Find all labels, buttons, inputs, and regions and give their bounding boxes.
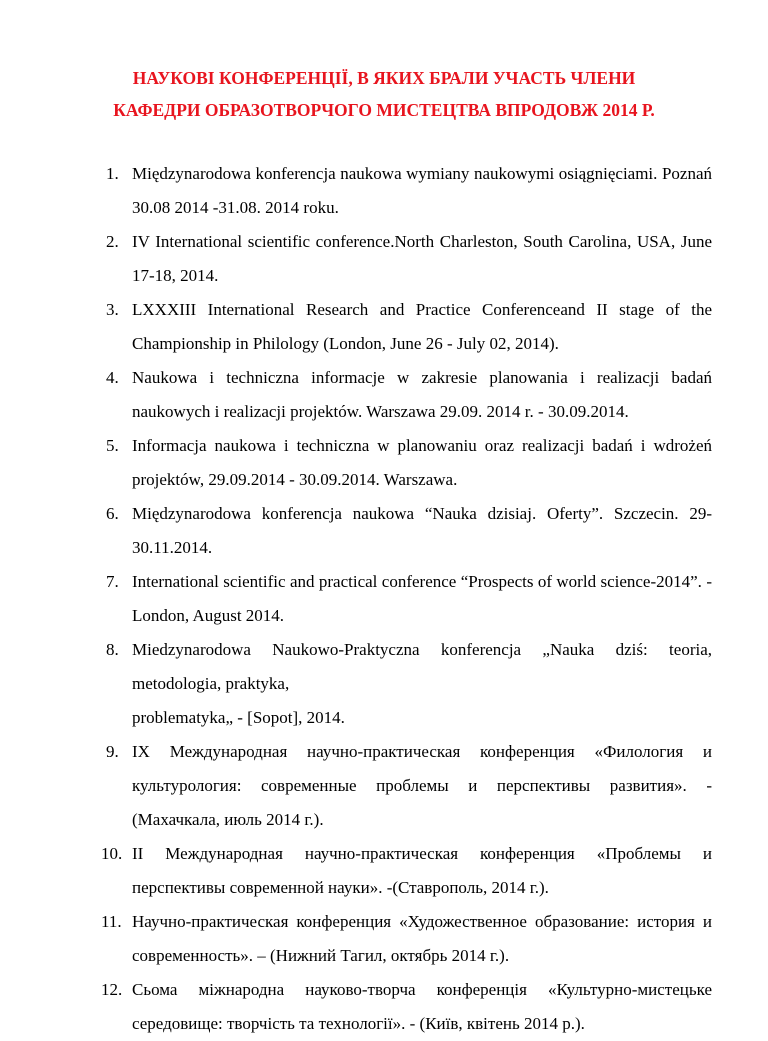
list-item xyxy=(106,735,712,837)
item-text: Informacja naukowa i techniczna w planowaniu oraz realizacji badań i wdrożeń projektów, 29.09.2014 - 30.09.2014. Warszawa. xyxy=(132,436,712,489)
item-text-continuation: problematyka„ - [Sopot], 2014. xyxy=(132,708,345,727)
item-text: IV International scientific conference.North Charleston, South Carolina, USA, June 17-18, 2014. xyxy=(132,232,712,285)
list-item xyxy=(106,293,712,361)
list-item xyxy=(106,429,712,497)
item-number: 1. xyxy=(106,164,119,183)
item-text: LXXXIII International Research and Practice Conferenceand II stage of the Championship in Philology (London, June 26 - July 02, 2014). xyxy=(132,300,712,353)
item-text: Сьома міжнародна науково-творча конференція «Культурно-мистецьке середовище: творчість та технології». - (Київ, квітень 2014 р.). xyxy=(132,980,712,1033)
item-text: Научно-практическая конференция «Художественное образование: история и современность». – (Нижний Тагил, октябрь 2014 г.). xyxy=(132,912,712,965)
item-number: 11. xyxy=(101,912,122,931)
list-item xyxy=(101,905,712,973)
list-item xyxy=(101,973,712,1041)
list-item xyxy=(106,225,712,293)
item-text: IX Международная научно-практическая конференция «Филология и культурология: современные проблемы и перспективы развития». - (Махачкала, июль 2014 г.). xyxy=(132,742,712,829)
title-line-2: КАФЕДРИ ОБРАЗОТВОРЧОГО МИСТЕЦТВА ВПРОДОВЖ 2014 Р. xyxy=(113,100,655,120)
conference-list xyxy=(101,157,712,1041)
item-number: 9. xyxy=(106,742,119,761)
item-number: 5. xyxy=(106,436,119,455)
list-item xyxy=(106,565,712,633)
item-text: Międzynarodowa konferencja naukowa “Nauka dzisiaj. Oferty”. Szczecin. 29-30.11.2014. xyxy=(132,504,712,557)
item-text: Miedzynarodowa Naukowo-Praktyczna konferencja „Nauka dziś: teoria, metodologia, praktyka, xyxy=(132,640,712,693)
item-number: 7. xyxy=(106,572,119,591)
item-number: 8. xyxy=(106,640,119,659)
item-number: 6. xyxy=(106,504,119,523)
item-text: Międzynarodowa konferencja naukowa wymiany naukowymi osiągnięciami. Poznań 30.08 2014 -31.08. 2014 roku. xyxy=(132,164,712,217)
list-item xyxy=(106,157,712,225)
document-title xyxy=(0,62,768,126)
list-item xyxy=(101,837,712,905)
title-line-1: НАУКОВІ КОНФЕРЕНЦІЇ, В ЯКИХ БРАЛИ УЧАСТЬ ЧЛЕНИ xyxy=(132,68,636,88)
item-number: 12. xyxy=(101,980,123,999)
list-item xyxy=(106,633,712,735)
list-item xyxy=(106,361,712,429)
item-text: Naukowa i techniczna informacje w zakresie planowania i realizacji badań naukowych i realizacji projektów. Warszawa 29.09. 2014 r. - 30.09.2014. xyxy=(132,368,712,421)
item-text: International scientific and practical conference “Prospects of world science-2014”. - London, August 2014. xyxy=(132,572,712,625)
item-number: 4. xyxy=(106,368,119,387)
item-number: 3. xyxy=(106,300,119,319)
item-text: II Международная научно-практическая конференция «Проблемы и перспективы современной науки». -(Ставрополь, 2014 г.). xyxy=(132,844,712,897)
list-item xyxy=(106,497,712,565)
item-number: 2. xyxy=(106,232,119,251)
item-number: 10. xyxy=(101,844,123,863)
